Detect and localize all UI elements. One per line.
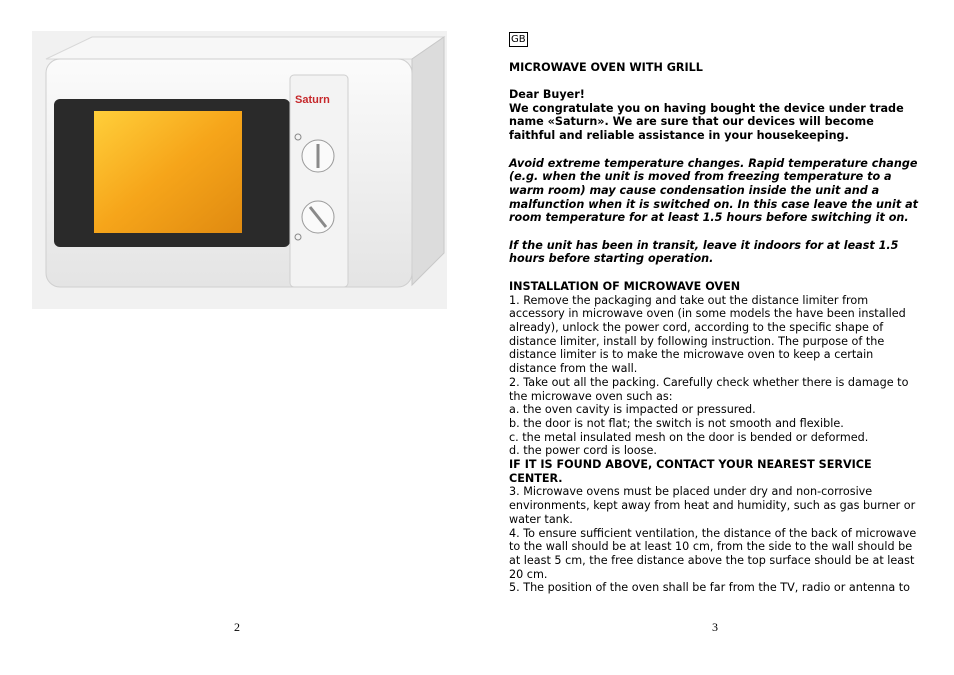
list-item: 5. The position of the oven shall be far from the TV, radio or antenna to	[509, 581, 910, 595]
sub-list-item: a. the oven cavity is impacted or pressured.	[509, 403, 756, 417]
sub-list-item: b. the door is not flat; the switch is not smooth and flexible.	[509, 416, 844, 430]
page-number-right: 3	[712, 620, 718, 634]
intro-paragraph: We congratulate you on having bought the device under trade name «Saturn». We are sure that our devices will become faithful and reliable assistance in your housekeeping.	[509, 101, 904, 143]
page-number-left: 2	[234, 620, 240, 634]
list-item: 3. Microwave ovens must be placed under dry and non-corrosive environments, kept away from heat and humidity, such as gas burner or water tank.	[509, 485, 916, 526]
service-notice: IF IT IS FOUND ABOVE, CONTACT YOUR NEAREST SERVICE CENTER.	[509, 458, 872, 485]
transit-warning: If the unit has been in transit, leave it indoors for at least 1.5 hours before starting operation.	[509, 238, 899, 266]
list-item: 4. To ensure sufficient ventilation, the distance of the back of microwave to the wall should be at least 10 cm, from the side to the wall should be at least 5 cm, the free distance above the top surface should be at least 20 cm.	[509, 526, 917, 581]
manual-text-column	[509, 32, 923, 595]
list-item: 2. Take out all the packing. Carefully check whether there is damage to the microwave oven such as:	[509, 375, 909, 403]
microwave-illustration	[32, 31, 447, 309]
list-item: 1. Remove the packaging and take out the distance limiter from accessory in microwave oven (in some models the have been installed already), unlock the power cord, according to the specific shape of distance limiter, install by following instruction. The purpose of the distance limiter is to make the microwave oven to keep a certain distance from the wall.	[509, 293, 906, 376]
language-badge: GB	[511, 34, 526, 45]
temperature-warning: Avoid extreme temperature changes. Rapid temperature change (e.g. when the unit is moved from freezing temperature to a warm room) may cause condensation inside the unit and a malfunction when it is switched on. In this case leave the unit at room temperature for at least 1.5 hours before switching it on.	[509, 156, 918, 225]
greeting: Dear Buyer!	[509, 88, 585, 102]
sub-list-item: c. the metal insulated mesh on the door is bended or deformed.	[509, 430, 869, 444]
brand-logo: Saturn	[295, 94, 330, 106]
section-heading: INSTALLATION OF MICROWAVE OVEN	[509, 279, 741, 293]
sub-list-item: d. the power cord is loose.	[509, 444, 657, 458]
microwave-oven-photo	[32, 31, 447, 309]
document-title: MICROWAVE OVEN WITH GRILL	[509, 60, 703, 74]
